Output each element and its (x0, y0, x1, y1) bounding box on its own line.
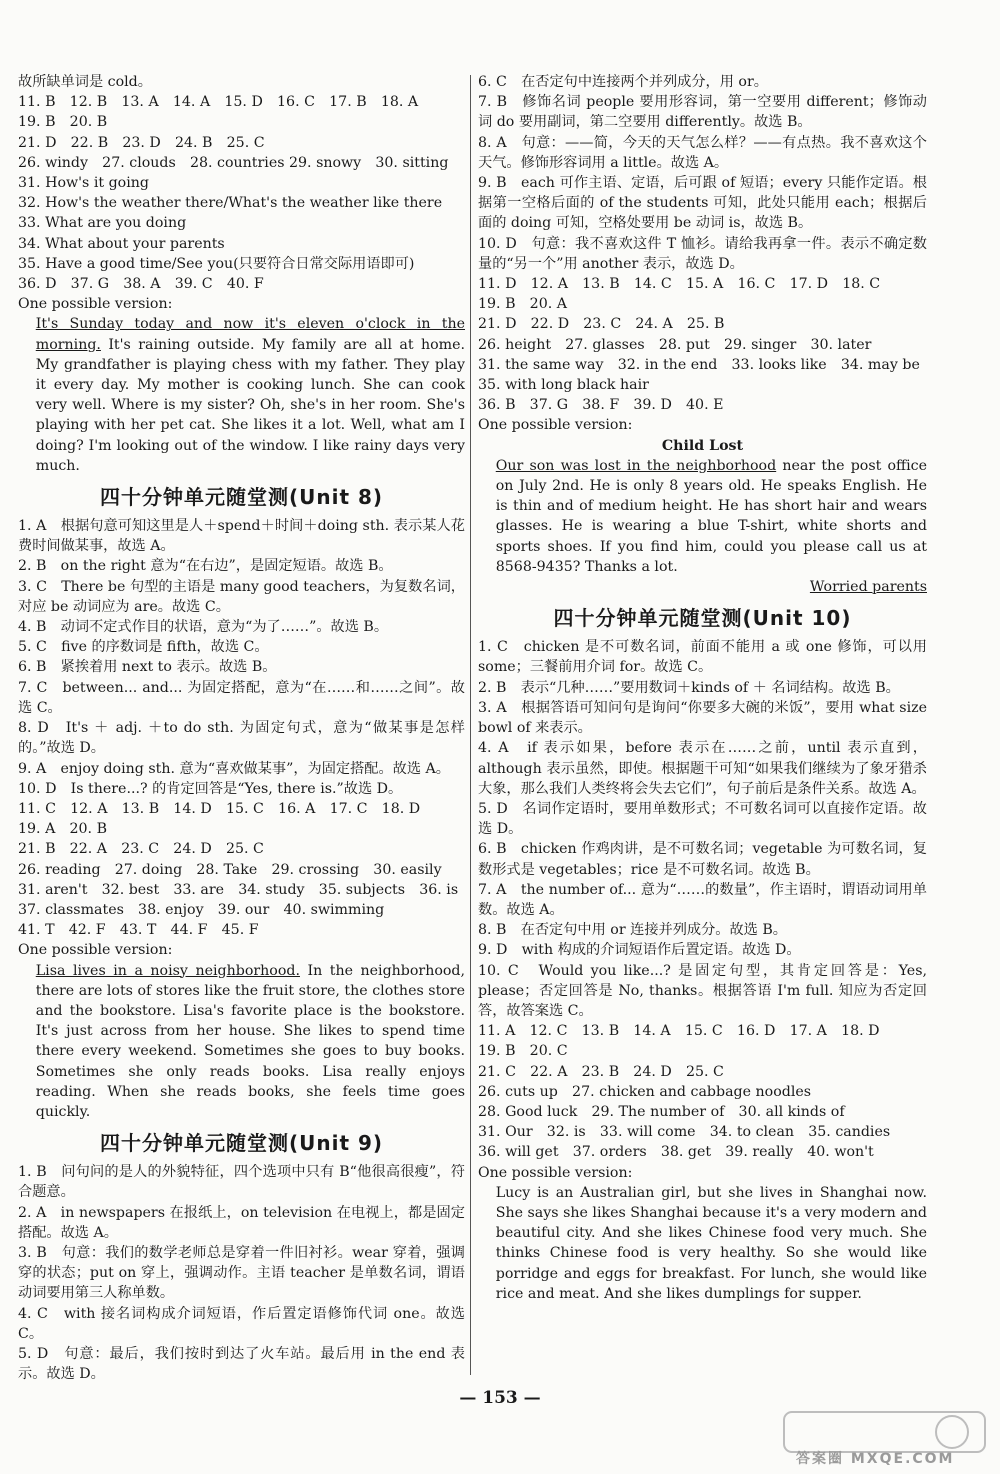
answer-line: 6. B chicken 作鸡肉讲，是不可数名词；vegetable 为可数名词，复数形式是 vegetables；rice 是不可数名词。故选 B。 (478, 841, 927, 878)
essay-paragraph (18, 961, 465, 1123)
answer-line: 4. C with 接名词构成介词短语，作后置定语修饰代词 one。故选 C。 (18, 1305, 465, 1342)
answer-line: 31. the same way 32. in the end 33. looks like 34. may be (478, 356, 920, 373)
answer-line: 26. reading 27. doing 28. Take 29. crossing 30. easily (18, 861, 442, 878)
left-answers-continued (18, 72, 465, 314)
essay-underlined-sentence: Our son was lost in the neighborhood (495, 457, 777, 474)
answer-line: 21. D 22. B 23. D 24. B 25. C (18, 134, 265, 151)
answer-line: One possible version: (478, 1164, 633, 1181)
answer-line: 7. A the number of... 意为“……的数量”，作主语时，谓语动词用单数。故选 A。 (478, 881, 927, 918)
answer-line: 10. D 句意：我不喜欢这件 T 恤衫。请给我再拿一件。表示不确定数量的“另一个”用 another 表示，故选 D。 (478, 235, 927, 272)
answer-line: 26. cuts up 27. chicken and cabbage noodles (478, 1083, 812, 1100)
answer-line: One possible version: (18, 296, 173, 313)
essay-text: In the neighborhood, there are lots of stores like the fruit store, the clothes store and the bookstore. Lisa's favorite place is the bookstore. It's just across from her house. She likes to spend time there every weekend. Sometimes she goes to buy books. Sometimes she only reads books. Lisa really enjoys reading. When she reads books, she feels time goes quickly. (35, 962, 466, 1120)
answer-line: 19. B 20. B (18, 114, 108, 131)
unit-9-answers-continued (478, 72, 927, 436)
left-column (18, 72, 465, 1384)
essay-text: It's raining outside. My family are all at home. My grandfather is playing chess with my father. They play it every day. My mother is cooking lunch. She can cook very well. Where is my sister? Oh, she's in her room. She's playing with her pet cat. She likes it a lot. Well, what am I doing? I'm looking out of the window. I like rainy days very much. (35, 336, 465, 474)
essay-title: Child Lost (661, 437, 744, 454)
answer-line: 37. classmates 38. enjoy 39. our 40. swimming (18, 901, 385, 918)
answer-line: 31. Our 32. is 33. will come 34. to clean 35. candies (478, 1124, 891, 1141)
unit-9-answers (18, 1162, 465, 1384)
answer-line: 11. B 12. B 13. A 14. A 15. D 16. C 17. B 18. A (18, 94, 419, 111)
answer-line: 6. B 紧挨着用 next to 表示。故选 B。 (18, 659, 277, 676)
answer-line: 36. B 37. G 38. F 39. D 40. E (478, 397, 724, 414)
answer-line: 11. D 12. A 13. B 14. C 15. A 16. C 17. D 18. C (478, 276, 881, 293)
essay-paragraph (478, 456, 927, 577)
answer-line: 10. D Is there...? 的肯定回答是“Yes, there is.”故选 D。 (18, 780, 403, 797)
unit-8-answers (18, 516, 465, 960)
essay-signature (478, 577, 927, 597)
answer-line: 32. How's the weather there/What's the weather like there (18, 195, 443, 212)
answer-line: 9. B each 可作主语、定语，后可跟 of 短语；every 只能作定语。根据第一空格后面的 of the students 可知，此处只能用 each；根据后面的 doing 可知，空格处要用 be 动词 is，故选 B。 (478, 175, 927, 232)
answer-line: 21. D 22. D 23. C 24. A 25. B (478, 316, 725, 333)
unit-10-answers (478, 637, 927, 1182)
answer-line: 19. B 20. C (478, 1043, 568, 1060)
answer-line: 3. C There be 句型的主语是 many good teachers，为复数名词，对应 be 动词应为 are。故选 C。 (18, 578, 465, 615)
answer-line: 26. height 27. glasses 28. put 29. singer 30. later (478, 336, 872, 353)
answer-line: 8. D It's ＋ adj. ＋to do sth. 为固定句式，意为“做某事是怎样的。”故选 D。 (18, 720, 465, 757)
page-number-value: 153 (482, 1388, 518, 1408)
answer-line: 31. aren't 32. best 33. are 34. study 35. subjects 36. is (18, 881, 459, 898)
unit-10-heading: 四十分钟单元随堂测(Unit 10) (553, 606, 852, 631)
answer-line: 36. D 37. G 38. A 39. C 40. F (18, 276, 264, 293)
answer-line: 8. A 句意：——简，今天的天气怎么样？——有点热。我不喜欢这个天气。修饰形容词用 a little。故选 A。 (478, 134, 927, 171)
answer-line: 故所缺单词是 cold。 (18, 74, 152, 90)
answer-line: 28. Good luck 29. The number of 30. all kinds of (478, 1103, 845, 1120)
answer-line: 2. B on the right 意为“在右边”，是固定短语。故选 B。 (18, 558, 393, 575)
answer-line: 11. C 12. A 13. B 14. D 15. C 16. A 17. C 18. D (18, 800, 421, 817)
answer-line: 33. What are you doing (18, 215, 187, 232)
answer-line: 4. B 动词不定式作目的状语，意为“为了……”。故选 B。 (18, 619, 389, 636)
answer-line: 36. will get 37. orders 38. get 39. really 40. won't (478, 1144, 874, 1161)
answer-line: 1. C chicken 是不可数名词，前面不能用 a 或 one 修饰，可以用 some；三餐前用介词 for。故选 C。 (478, 639, 927, 676)
answer-line: One possible version: (478, 417, 633, 434)
answer-line: 11. A 12. C 13. B 14. A 15. C 16. D 17. A 18. D (478, 1023, 880, 1040)
unit-8-heading: 四十分钟单元随堂测(Unit 8) (99, 485, 384, 510)
answer-line: 2. A in newspapers 在报纸上，on television 在电视上，都是固定搭配。故选 A。 (18, 1204, 465, 1241)
answer-line: 21. C 22. A 23. B 24. D 25. C (478, 1063, 724, 1080)
answer-line: 19. A 20. B (18, 821, 108, 838)
right-column (478, 72, 927, 1304)
answer-line: 8. B 在否定句中用 or 连接并列成分。故选 B。 (478, 922, 787, 939)
column-divider (470, 75, 471, 1375)
essay-paragraph (18, 314, 465, 476)
answer-line: One possible version: (18, 942, 173, 959)
answer-line: 3. B 句意：我们的数学老师总是穿着一件旧衬衫。wear 穿着，强调穿的状态；put on 穿上，强调动作。主语 teacher 是单数名词，谓语动词要用第三人称单数。 (18, 1244, 465, 1302)
answer-line: 34. What about your parents (18, 235, 225, 252)
answer-line: 7. C between... and... 为固定搭配，意为“在……和……之间”。故选 C。 (18, 679, 465, 716)
essay-underlined-sentence: It's Sunday today and now it's eleven o'clock in the morning. (35, 316, 465, 353)
answer-line: 9. D with 构成的介词短语作后置定语。故选 D。 (478, 942, 801, 959)
answer-line: 19. B 20. A (478, 296, 568, 313)
answer-line: 31. How's it going (18, 175, 149, 192)
answer-line: 5. D 句意：最后，我们按时到达了火车站。最后用 in the end 表示。故选 D。 (18, 1345, 465, 1383)
answer-line: 26. windy 27. clouds 28. countries 29. snowy 30. sitting (18, 154, 449, 171)
answer-line: 35. with long black hair (478, 377, 649, 394)
answer-line: 1. B 问句问的是人的外貌特征，四个选项中只有 B“他很高很瘦”，符合题意。 (18, 1164, 465, 1201)
answer-line: 10. C Would you like...? 是固定句型，其肯定回答是：Yes, please；否定回答是 No, thanks。根据答语 I'm full. 知应为否定回答，故答案选 C。 (478, 962, 927, 1019)
essay-paragraph: Lucy is an Australian girl, but she lives in Shanghai now. She says she likes Shanghai because it's a very modern and beautiful city. And she likes Chinese food very much. She thinks Chinese food is very healthy. So she would like porridge and eggs for breakfast. For lunch, she would like rice and meat. And she likes dumplings for supper. (495, 1184, 927, 1302)
signature-text: Worried parents (809, 579, 927, 596)
answer-line: 35. Have a good time/See you(只要符合日常交际用语即可) (18, 255, 415, 272)
answer-line: 1. A 根据句意可知这里是人＋spend＋时间＋doing sth. 表示某人花费时间做某事，故选 A。 (18, 518, 465, 555)
watermark-text: 答案圈 MXQE.COM (796, 1451, 955, 1467)
answer-line: 5. C five 的序数词是 fifth，故选 C。 (18, 639, 269, 656)
answer-line: 41. T 42. F 43. T 44. F 45. F (18, 922, 259, 939)
unit-9-heading: 四十分钟单元随堂测(Unit 9) (99, 1131, 384, 1156)
essay-text: near the post office on July 2nd. He is only 8 years old. He speaks English. He is thin and of medium height. He has short hair and wears glasses. He is wearing a blue T-shirt, white shorts and sports shoes. If you find him, could you please call us at 8568-9435? Thanks a lot. (495, 457, 928, 575)
page-number: — 153 — (459, 1388, 541, 1408)
answer-line: 4. A if 表示如果，before 表示在……之前，until 表示直到，although 表示虽然，即使。根据题干可知“如果我们继续为了象牙猎杀大象，那么我们人类终将会失去它们”，句子前后是条件关系。故选 A。 (478, 740, 927, 797)
answer-line: 5. D 名词作定语时，要用单数形式；不可数名词可以直接作定语。故选 D。 (478, 800, 927, 838)
answer-line: 3. A 根据答语可知问句是询问“你要多大碗的米饭”，要用 what size bowl of 来表示。 (478, 699, 927, 737)
answer-line: 21. B 22. A 23. C 24. D 25. C (18, 841, 264, 858)
answer-line: 9. A enjoy doing sth. 意为“喜欢做某事”，为固定搭配。故选 A。 (18, 760, 450, 777)
answer-line: 2. B 表示“几种……”要用数词＋kinds of ＋ 名词结构。故选 B。 (478, 679, 900, 696)
answer-line: 6. C 在否定句中连接两个并列成分，用 or。 (478, 74, 768, 90)
essay-underlined-sentence: Lisa lives in a noisy neighborhood. (35, 962, 300, 979)
answer-line: 7. B 修饰名词 people 要用形容词，第一空要用 different；修饰动词 do 要用副词，第二空要用 differently。故选 B。 (478, 94, 927, 131)
